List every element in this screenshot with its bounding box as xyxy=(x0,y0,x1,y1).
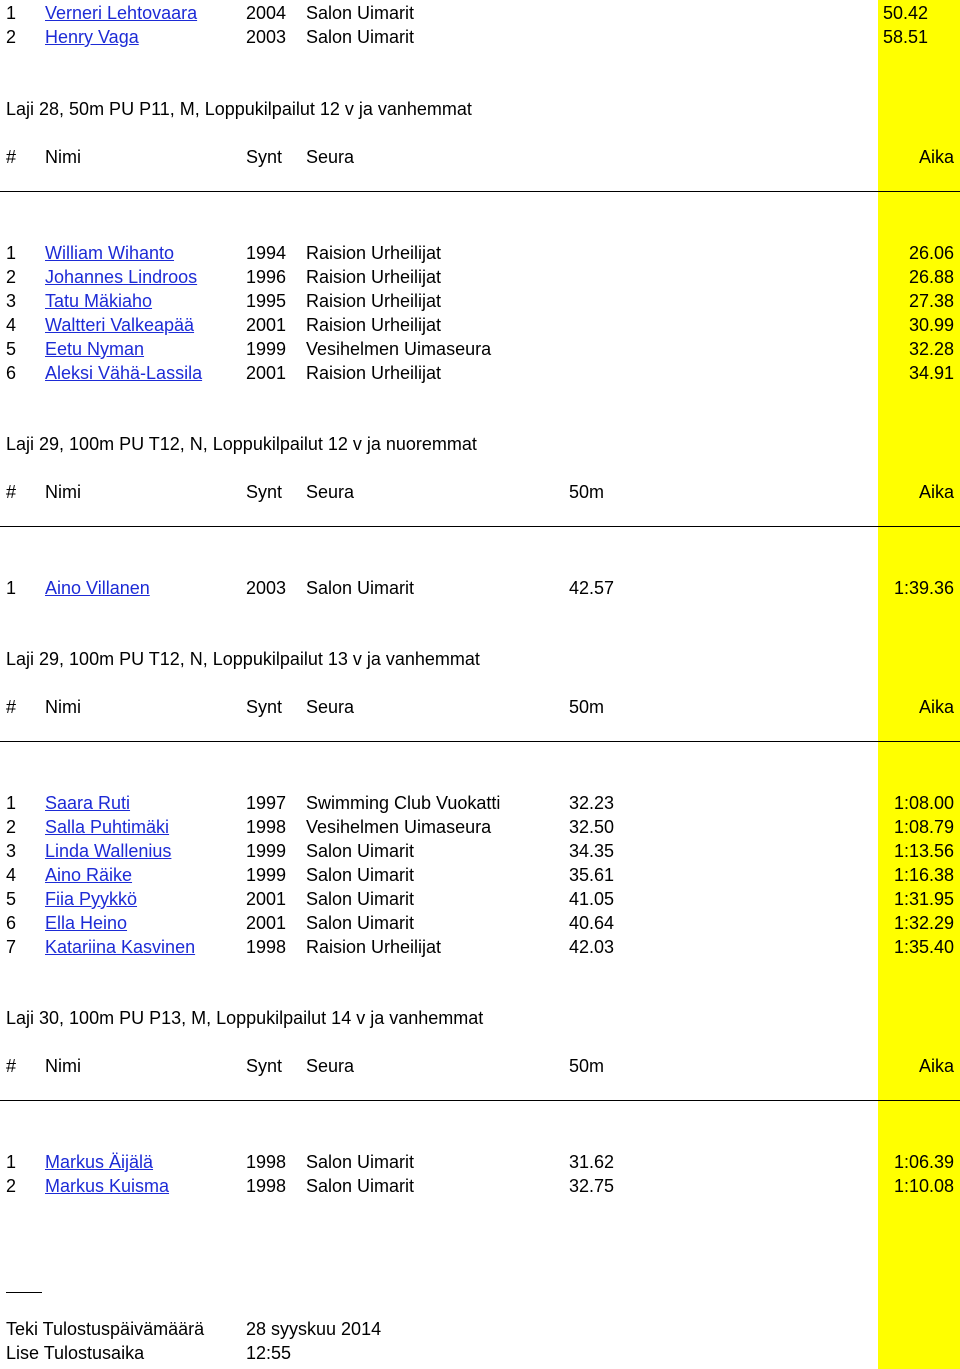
place: 2 xyxy=(6,27,17,47)
swimmer-link[interactable]: Linda Wallenius xyxy=(45,841,172,861)
time: 58.51 xyxy=(883,27,929,47)
header-place: # xyxy=(6,697,17,717)
club: Vesihelmen Uimaseura xyxy=(306,817,492,837)
header-split: 50m xyxy=(569,697,605,717)
swimmer-link[interactable]: Verneri Lehtovaara xyxy=(45,3,198,23)
place: 6 xyxy=(6,913,17,933)
time: 1:13.56 xyxy=(893,841,954,861)
swimmer-link[interactable]: Aleksi Vähä-Lassila xyxy=(45,363,203,383)
print-time-label: Lise Tulostusaika xyxy=(6,1343,145,1363)
club: Salon Uimarit xyxy=(306,841,415,861)
time: 1:32.29 xyxy=(893,913,954,933)
club: Salon Uimarit xyxy=(306,865,415,885)
swimmer-link[interactable]: Markus Äijälä xyxy=(45,1152,154,1172)
event-title: Laji 29, 100m PU T12, N, Loppukilpailut 13 v ja vanhemmat xyxy=(6,649,480,669)
birth-year: 1998 xyxy=(246,937,287,957)
header-time: Aika xyxy=(918,482,954,502)
birth-year: 2001 xyxy=(246,315,287,335)
time: 1:10.08 xyxy=(893,1176,954,1196)
club: Salon Uimarit xyxy=(306,889,415,909)
place: 1 xyxy=(6,1152,17,1172)
event-title: Laji 28, 50m PU P11, M, Loppukilpailut 12 v ja vanhemmat xyxy=(6,99,472,119)
place: 7 xyxy=(6,937,17,957)
header-name: Nimi xyxy=(45,482,81,502)
place: 1 xyxy=(6,3,17,23)
time: 50.42 xyxy=(883,3,929,23)
header-name: Nimi xyxy=(45,1056,81,1076)
swimmer-link[interactable]: William Wihanto xyxy=(45,243,175,263)
header-rule xyxy=(0,191,960,192)
swimmer-link[interactable]: Saara Ruti xyxy=(45,793,131,813)
swimmer-link[interactable]: Markus Kuisma xyxy=(45,1176,170,1196)
header-club: Seura xyxy=(306,1056,355,1076)
club: Raision Urheilijat xyxy=(306,291,442,311)
footer-rule xyxy=(6,1292,42,1293)
header-club: Seura xyxy=(306,697,355,717)
birth-year: 2001 xyxy=(246,363,287,383)
place: 2 xyxy=(6,1176,17,1196)
birth-year: 1994 xyxy=(246,243,287,263)
birth-year: 1998 xyxy=(246,1152,287,1172)
time: 1:06.39 xyxy=(893,1152,954,1172)
birth-year: 1999 xyxy=(246,339,287,359)
place: 2 xyxy=(6,817,17,837)
birth-year: 1998 xyxy=(246,817,287,837)
birth-year: 1996 xyxy=(246,267,287,287)
header-time: Aika xyxy=(918,697,954,717)
birth-year: 1995 xyxy=(246,291,287,311)
event-title: Laji 30, 100m PU P13, M, Loppukilpailut 14 v ja vanhemmat xyxy=(6,1008,484,1028)
swimmer-link[interactable]: Aino Räike xyxy=(45,865,133,885)
swimmer-link[interactable]: Tatu Mäkiaho xyxy=(45,291,153,311)
time: 26.88 xyxy=(908,267,954,287)
place: 2 xyxy=(6,267,17,287)
birth-year: 1997 xyxy=(246,793,287,813)
club: Vesihelmen Uimaseura xyxy=(306,339,492,359)
split-50m: 35.61 xyxy=(569,865,615,885)
header-club: Seura xyxy=(306,147,355,167)
place: 5 xyxy=(6,339,17,359)
time: 1:08.00 xyxy=(893,793,954,813)
header-name: Nimi xyxy=(45,147,81,167)
header-split: 50m xyxy=(569,1056,605,1076)
swimmer-link[interactable]: Salla Puhtimäki xyxy=(45,817,170,837)
club: Swimming Club Vuokatti xyxy=(306,793,501,813)
swimmer-link[interactable]: Waltteri Valkeapää xyxy=(45,315,195,335)
split-50m: 40.64 xyxy=(569,913,615,933)
header-year: Synt xyxy=(246,482,283,502)
header-time: Aika xyxy=(918,147,954,167)
header-time: Aika xyxy=(918,1056,954,1076)
print-date-label: Teki Tulostuspäivämäärä xyxy=(6,1319,205,1339)
header-place: # xyxy=(6,147,17,167)
swimmer-link[interactable]: Aino Villanen xyxy=(45,578,150,598)
time: 26.06 xyxy=(908,243,954,263)
header-name: Nimi xyxy=(45,697,81,717)
club: Salon Uimarit xyxy=(306,27,415,47)
header-split: 50m xyxy=(569,482,605,502)
time: 1:31.95 xyxy=(893,889,954,909)
print-time-value: 12:55 xyxy=(246,1343,292,1363)
club: Salon Uimarit xyxy=(306,913,415,933)
place: 4 xyxy=(6,865,17,885)
place: 5 xyxy=(6,889,17,909)
time: 1:39.36 xyxy=(893,578,954,598)
split-50m: 41.05 xyxy=(569,889,615,909)
birth-year: 1999 xyxy=(246,865,287,885)
birth-year: 2001 xyxy=(246,913,287,933)
club: Salon Uimarit xyxy=(306,3,415,23)
birth-year: 2003 xyxy=(246,27,287,47)
header-year: Synt xyxy=(246,697,283,717)
time: 34.91 xyxy=(908,363,954,383)
club: Salon Uimarit xyxy=(306,1176,415,1196)
birth-year: 1998 xyxy=(246,1176,287,1196)
header-place: # xyxy=(6,482,17,502)
birth-year: 2003 xyxy=(246,578,287,598)
place: 3 xyxy=(6,841,17,861)
header-rule xyxy=(0,526,960,527)
print-date-value: 28 syyskuu 2014 xyxy=(246,1319,382,1339)
place: 3 xyxy=(6,291,17,311)
split-50m: 32.23 xyxy=(569,793,615,813)
place: 4 xyxy=(6,315,17,335)
time: 1:16.38 xyxy=(893,865,954,885)
time: 1:35.40 xyxy=(893,937,954,957)
club: Salon Uimarit xyxy=(306,578,415,598)
header-rule xyxy=(0,741,960,742)
swimmer-link[interactable]: Katariina Kasvinen xyxy=(45,937,196,957)
swimmer-link[interactable]: Eetu Nyman xyxy=(45,339,145,359)
place: 1 xyxy=(6,578,17,598)
time: 27.38 xyxy=(908,291,954,311)
header-year: Synt xyxy=(246,1056,283,1076)
split-50m: 42.03 xyxy=(569,937,615,957)
place: 1 xyxy=(6,793,17,813)
split-50m: 32.75 xyxy=(569,1176,615,1196)
birth-year: 1999 xyxy=(246,841,287,861)
place: 6 xyxy=(6,363,17,383)
header-club: Seura xyxy=(306,482,355,502)
place: 1 xyxy=(6,243,17,263)
swimmer-link[interactable]: Fiia Pyykkö xyxy=(45,889,138,909)
club: Raision Urheilijat xyxy=(306,315,442,335)
header-year: Synt xyxy=(246,147,283,167)
swimmer-link[interactable]: Henry Vaga xyxy=(45,27,139,47)
split-50m: 42.57 xyxy=(569,578,615,598)
club: Raision Urheilijat xyxy=(306,243,442,263)
birth-year: 2004 xyxy=(246,3,287,23)
split-50m: 31.62 xyxy=(569,1152,615,1172)
club: Salon Uimarit xyxy=(306,1152,415,1172)
time: 30.99 xyxy=(908,315,954,335)
swimmer-link[interactable]: Johannes Lindroos xyxy=(45,267,198,287)
swimmer-link[interactable]: Ella Heino xyxy=(45,913,128,933)
time: 1:08.79 xyxy=(893,817,954,837)
club: Raision Urheilijat xyxy=(306,937,442,957)
header-rule xyxy=(0,1100,960,1101)
split-50m: 34.35 xyxy=(569,841,615,861)
time: 32.28 xyxy=(908,339,954,359)
birth-year: 2001 xyxy=(246,889,287,909)
split-50m: 32.50 xyxy=(569,817,615,837)
club: Raision Urheilijat xyxy=(306,267,442,287)
event-title: Laji 29, 100m PU T12, N, Loppukilpailut 12 v ja nuoremmat xyxy=(6,434,477,454)
header-place: # xyxy=(6,1056,17,1076)
club: Raision Urheilijat xyxy=(306,363,442,383)
